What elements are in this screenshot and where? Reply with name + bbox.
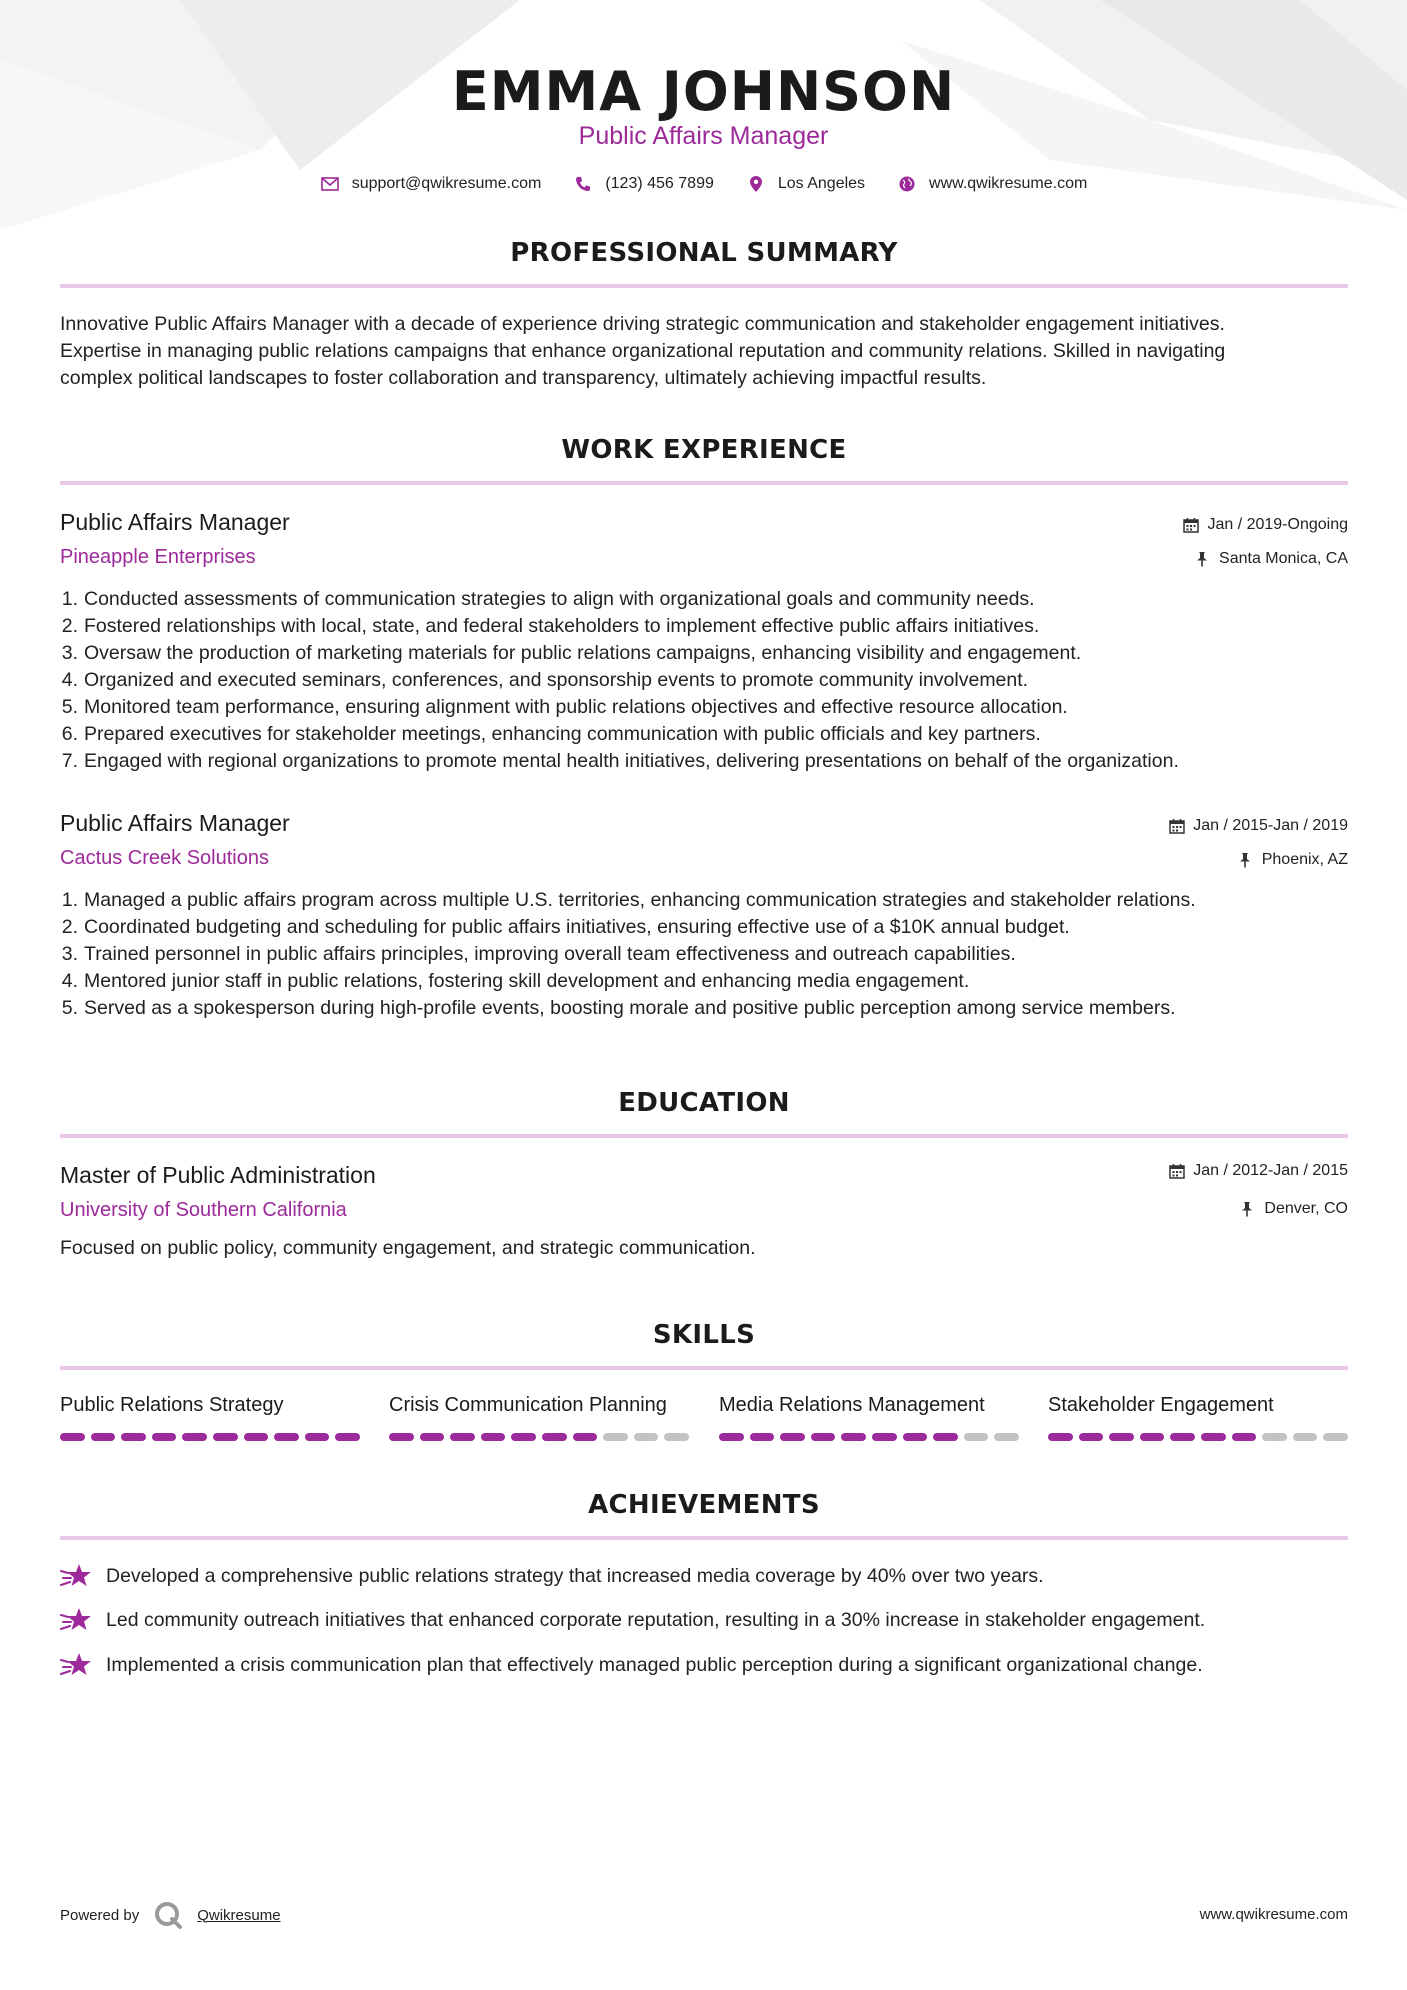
calendar-icon bbox=[1169, 1163, 1185, 1179]
skill-dot-empty bbox=[1262, 1433, 1287, 1441]
globe-icon bbox=[897, 174, 917, 194]
contact-bar bbox=[0, 174, 1407, 194]
skill-dot-empty bbox=[634, 1433, 659, 1441]
job-1-location-text: Santa Monica, CA bbox=[1219, 550, 1348, 567]
candidate-name: EMMA JOHNSON bbox=[451, 60, 956, 123]
calendar-icon bbox=[1183, 517, 1199, 533]
skill-rating bbox=[1048, 1433, 1348, 1441]
pushpin-icon bbox=[1240, 1201, 1256, 1217]
skill-dot-filled bbox=[511, 1433, 536, 1441]
job-2-company: Cactus Creek Solutions bbox=[60, 847, 269, 869]
skill-dot-empty bbox=[964, 1433, 989, 1441]
duty-item: 4. Mentored junior staff in public relations, fostering skill development and enhancing media engagement. bbox=[61, 970, 970, 992]
contact-email[interactable] bbox=[320, 174, 542, 194]
calendar-icon bbox=[1169, 818, 1185, 834]
skill-dot-filled bbox=[719, 1433, 744, 1441]
skill-item bbox=[60, 1394, 360, 1441]
summary-line: Expertise in managing public relations campaigns that enhance organizational reputation and community relations. Skilled in navigating bbox=[60, 340, 1226, 362]
job-2-duties bbox=[54, 887, 1354, 1022]
job-1-dates-text: Jan / 2019-Ongoing bbox=[1207, 516, 1348, 533]
experience-divider bbox=[60, 481, 1348, 485]
skill-dot-filled bbox=[750, 1433, 775, 1441]
skill-dot-filled bbox=[1232, 1433, 1257, 1441]
skill-dot-filled bbox=[420, 1433, 445, 1441]
pushpin-icon bbox=[1195, 551, 1211, 567]
skill-dot-filled bbox=[213, 1433, 238, 1441]
footer-powered-by bbox=[60, 1900, 281, 1930]
qwikresume-link[interactable]: Qwikresume bbox=[197, 1906, 281, 1924]
skill-dot-empty bbox=[603, 1433, 628, 1441]
skill-dot-filled bbox=[1048, 1433, 1073, 1441]
achievement-item bbox=[60, 1562, 1350, 1590]
skill-dot-filled bbox=[841, 1433, 866, 1441]
skill-label: Stakeholder Engagement bbox=[1048, 1394, 1274, 1416]
skill-dot-filled bbox=[152, 1433, 177, 1441]
job-1-dates bbox=[1183, 516, 1348, 534]
education-divider bbox=[60, 1134, 1348, 1138]
job-2-location-text: Phoenix, AZ bbox=[1261, 851, 1348, 868]
skill-dot-empty bbox=[1293, 1433, 1318, 1441]
job-1-title: Public Affairs Manager bbox=[60, 509, 290, 535]
shooting-star-icon bbox=[60, 1606, 92, 1634]
education-degree: Master of Public Administration bbox=[60, 1162, 376, 1188]
duty-item: 1. Managed a public affairs program across multiple U.S. territories, enhancing communication strategies and stakeholder relations. bbox=[61, 889, 1196, 911]
duty-item: 4. Organized and executed seminars, conferences, and sponsorship events to promote community involvement. bbox=[61, 669, 1029, 691]
pushpin-icon bbox=[1238, 852, 1254, 868]
duty-item: 5. Served as a spokesperson during high-profile events, boosting morale and positive public perception among service members. bbox=[61, 997, 1176, 1019]
skill-dot-filled bbox=[1170, 1433, 1195, 1441]
skill-dot-empty bbox=[664, 1433, 689, 1441]
skill-dot-filled bbox=[1140, 1433, 1165, 1441]
contact-location bbox=[746, 174, 865, 194]
education-location-text: Denver, CO bbox=[1264, 1200, 1348, 1217]
education-description: Focused on public policy, community engagement, and strategic communication. bbox=[60, 1237, 756, 1259]
summary-line: complex political landscapes to foster collaboration and transparency, ultimately achieving impactful results. bbox=[60, 367, 987, 389]
powered-by-label: Powered by bbox=[60, 1906, 140, 1924]
skill-label: Public Relations Strategy bbox=[60, 1394, 284, 1416]
achievement-item bbox=[60, 1606, 1350, 1634]
education-dates-text: Jan / 2012-Jan / 2015 bbox=[1193, 1162, 1348, 1179]
duty-item: 2. Fostered relationships with local, state, and federal stakeholders to implement effective public affairs initiatives. bbox=[61, 615, 1040, 637]
skill-dot-filled bbox=[91, 1433, 116, 1441]
shooting-star-icon bbox=[60, 1562, 92, 1590]
skill-dot-filled bbox=[1079, 1433, 1104, 1441]
achievement-text: Developed a comprehensive public relations strategy that increased media coverage by 40% over two years. bbox=[106, 1564, 1044, 1587]
skill-dot-filled bbox=[1201, 1433, 1226, 1441]
skill-item bbox=[719, 1394, 1019, 1441]
achievement-text: Implemented a crisis communication plan that effectively managed public perception during a significant organizational change. bbox=[106, 1653, 1203, 1676]
job-2-title: Public Affairs Manager bbox=[60, 810, 290, 836]
skill-dot-filled bbox=[811, 1433, 836, 1441]
shooting-star-icon bbox=[60, 1651, 92, 1679]
skill-dot-filled bbox=[335, 1433, 360, 1441]
job-1-location bbox=[1195, 550, 1348, 568]
skill-dot-filled bbox=[1109, 1433, 1134, 1441]
skill-dot-filled bbox=[450, 1433, 475, 1441]
education-heading: EDUCATION bbox=[618, 1088, 790, 1118]
job-2-location bbox=[1238, 851, 1348, 869]
duty-item: 6. Prepared executives for stakeholder meetings, enhancing communication with public officials and key partners. bbox=[61, 723, 1041, 745]
map-pin-icon bbox=[746, 174, 766, 194]
contact-website[interactable] bbox=[897, 174, 1087, 194]
job-2-dates-text: Jan / 2015-Jan / 2019 bbox=[1193, 817, 1348, 834]
skill-label: Crisis Communication Planning bbox=[389, 1394, 667, 1416]
summary-text bbox=[60, 311, 1350, 392]
education-school: University of Southern California bbox=[60, 1199, 347, 1221]
skill-dot-filled bbox=[481, 1433, 506, 1441]
candidate-role: Public Affairs Manager bbox=[578, 122, 829, 150]
skill-dot-filled bbox=[389, 1433, 414, 1441]
skill-rating bbox=[389, 1433, 689, 1441]
contact-email-text: support@qwikresume.com bbox=[351, 175, 542, 192]
job-2-dates bbox=[1169, 817, 1348, 835]
duty-item: 3. Oversaw the production of marketing materials for public relations campaigns, enhancing visibility and engagement. bbox=[61, 642, 1082, 664]
skill-rating bbox=[719, 1433, 1019, 1441]
skill-dot-empty bbox=[1323, 1433, 1348, 1441]
achievements-heading: ACHIEVEMENTS bbox=[588, 1490, 820, 1520]
achievement-text: Led community outreach initiatives that enhanced corporate reputation, resulting in a 30% increase in stakeholder engagement. bbox=[106, 1608, 1206, 1631]
skill-dot-filled bbox=[573, 1433, 598, 1441]
education-location bbox=[1240, 1200, 1348, 1218]
envelope-icon bbox=[320, 174, 340, 194]
contact-phone[interactable] bbox=[573, 174, 714, 194]
skill-dot-filled bbox=[780, 1433, 805, 1441]
summary-heading: PROFESSIONAL SUMMARY bbox=[510, 238, 898, 268]
skill-dot-filled bbox=[305, 1433, 330, 1441]
summary-divider bbox=[60, 284, 1348, 288]
skill-item bbox=[1048, 1394, 1348, 1441]
skill-dot-filled bbox=[872, 1433, 897, 1441]
skill-dot-filled bbox=[933, 1433, 958, 1441]
skills-divider bbox=[60, 1366, 1348, 1370]
skill-label: Media Relations Management bbox=[719, 1394, 985, 1416]
qwikresume-logo-icon bbox=[153, 1900, 183, 1930]
skill-dot-filled bbox=[182, 1433, 207, 1441]
skill-dot-filled bbox=[60, 1433, 85, 1441]
footer-website[interactable]: www.qwikresume.com bbox=[1199, 1906, 1348, 1923]
duty-item: 1. Conducted assessments of communication strategies to align with organizational goals and community needs. bbox=[61, 588, 1035, 610]
education-dates bbox=[1169, 1162, 1348, 1180]
skill-dot-empty bbox=[994, 1433, 1019, 1441]
achievement-item bbox=[60, 1651, 1350, 1679]
contact-location-text: Los Angeles bbox=[777, 175, 866, 192]
job-1-company: Pineapple Enterprises bbox=[60, 546, 256, 568]
skill-dot-filled bbox=[244, 1433, 269, 1441]
duty-item: 7. Engaged with regional organizations to promote mental health initiatives, delivering presentations on behalf of the organization. bbox=[61, 750, 1179, 772]
skill-dot-filled bbox=[542, 1433, 567, 1441]
duty-item: 2. Coordinated budgeting and scheduling for public affairs initiatives, ensuring effective use of a $10K annual budget. bbox=[61, 916, 1070, 938]
experience-heading: WORK EXPERIENCE bbox=[561, 435, 847, 465]
skill-dot-filled bbox=[903, 1433, 928, 1441]
skill-dot-filled bbox=[121, 1433, 146, 1441]
skill-rating bbox=[60, 1433, 360, 1441]
phone-icon bbox=[573, 174, 593, 194]
duty-item: 3. Trained personnel in public affairs principles, improving overall team effectiveness and outreach capabilities. bbox=[61, 943, 1016, 965]
skills-heading: SKILLS bbox=[652, 1320, 756, 1350]
skill-dot-filled bbox=[274, 1433, 299, 1441]
skill-item bbox=[389, 1394, 689, 1441]
job-1-duties bbox=[54, 586, 1354, 775]
contact-website-text: www.qwikresume.com bbox=[929, 175, 1088, 192]
summary-line: Innovative Public Affairs Manager with a decade of experience driving strategic communication and stakeholder engagement initiatives. bbox=[60, 313, 1225, 335]
achievements-divider bbox=[60, 1536, 1348, 1540]
contact-phone-text: (123) 456 7899 bbox=[605, 175, 714, 192]
duty-item: 5. Monitored team performance, ensuring alignment with public relations objectives and effective resource allocation. bbox=[61, 696, 1068, 718]
